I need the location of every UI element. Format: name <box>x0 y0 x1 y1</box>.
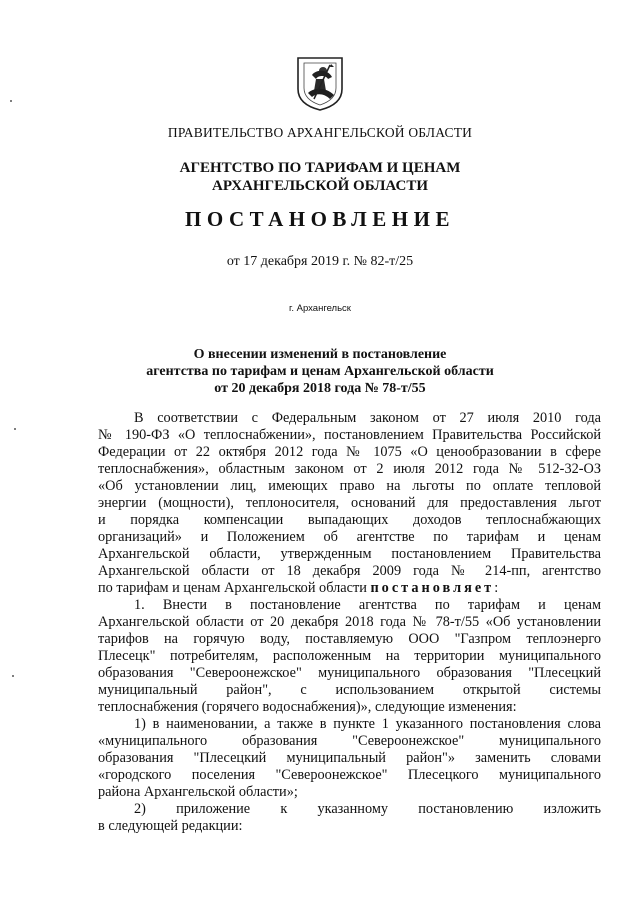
body-line: района Архангельской области»; <box>98 784 298 800</box>
decree-word: постановляет <box>370 580 495 596</box>
government-name: ПРАВИТЕЛЬСТВО АРХАНГЕЛЬСКОЙ ОБЛАСТИ <box>167 125 473 140</box>
paragraph-preamble <box>98 410 601 597</box>
body-line: 1) в наименовании, а также в пункте 1 указанного постановления слова <box>134 716 601 732</box>
body-line: энергии (мощности), теплоносителя, оснований для предоставления льгот <box>98 495 601 511</box>
body-line: Федерации от 22 октября 2012 года № 1075 «О ценообразовании в сфере <box>98 444 601 460</box>
body-line: Плесецк" потребителям, расположенным на территории муниципального <box>98 648 601 664</box>
subject-line2: агентства по тарифам и ценам Архангельской области <box>146 364 494 379</box>
paragraph-subitem-2 <box>98 801 601 835</box>
body-line: теплоснабжения (горячего водоснабжения)», следующие изменения: <box>98 699 517 715</box>
subject-line3: от 20 декабря 2018 года № 78-т/55 <box>214 381 426 396</box>
body-line: Архангельской области, утвержденным постановлением Правительства <box>98 546 601 562</box>
body-line: и порядка компенсации выпадающих доходов теплоснабжающих <box>98 512 601 528</box>
body-line: тарифов на горячую воду, поставляемую ООО "Газпром теплоэнерго <box>98 631 601 647</box>
decree-colon: : <box>494 580 499 596</box>
agency-name-line1: АГЕНТСТВО ПО ТАРИФАМ И ЦЕНАМ <box>179 160 461 176</box>
body-line: образования "Североонежское" муниципального образования "Плесецкий <box>98 665 601 681</box>
date-and-number: от 17 декабря 2019 г. № 82-т/25 <box>226 254 414 269</box>
paragraph-subitem-1 <box>98 716 601 801</box>
body-line: «муниципального образования "Североонежское" муниципального <box>98 733 601 749</box>
subject-line1: О внесении изменений в постановление <box>193 347 447 362</box>
body-line: 1. Внести в постановление агентства по тарифам и ценам <box>134 597 601 613</box>
body-line: Архангельской области от 20 декабря 2018 года № 78-т/55 «Об установлении <box>98 614 601 630</box>
coat-of-arms-icon <box>294 55 346 111</box>
agency-name <box>0 159 640 195</box>
body-line-decree <box>98 580 601 597</box>
body-line: теплоснабжения», областным законом от 2 июля 2012 года № 512-32-ОЗ <box>98 461 601 477</box>
scan-speck <box>10 100 12 102</box>
body-line: В соответствии с Федеральным законом от 27 июля 2010 года <box>134 410 601 426</box>
document-subject <box>0 346 640 397</box>
city: г. Архангельск <box>289 303 351 314</box>
paragraph-item-1 <box>98 597 601 716</box>
body-line: в следующей редакции: <box>98 818 243 834</box>
scan-speck <box>14 428 16 430</box>
document-type: ПОСТАНОВЛЕНИЕ <box>185 207 455 231</box>
body-line: 2) приложение к указанному постановлению изложить <box>134 801 601 817</box>
body-line: муниципальный район", с использованием открытой системы <box>98 682 601 698</box>
scan-speck <box>12 675 14 677</box>
body-line: Архангельской области от 18 декабря 2009 года № 214-пп, агентство <box>98 563 601 579</box>
body-line: «городского поселения "Североонежское" Плесецкого муниципального <box>98 767 601 783</box>
body-line: образования "Плесецкий муниципальный район"» заменить словами <box>98 750 601 766</box>
body-line: организаций» и Положением об агентстве по тарифам и ценам <box>98 529 601 545</box>
body-line: «Об установлении лиц, имеющих право на льготы по оплате тепловой <box>98 478 601 494</box>
document-body <box>98 410 601 835</box>
body-line: № 190-ФЗ «О теплоснабжении», постановлением Правительства Российской <box>98 427 601 443</box>
agency-name-line2: АРХАНГЕЛЬСКОЙ ОБЛАСТИ <box>212 178 428 194</box>
body-line-text: по тарифам и ценам Архангельской области <box>98 580 371 596</box>
